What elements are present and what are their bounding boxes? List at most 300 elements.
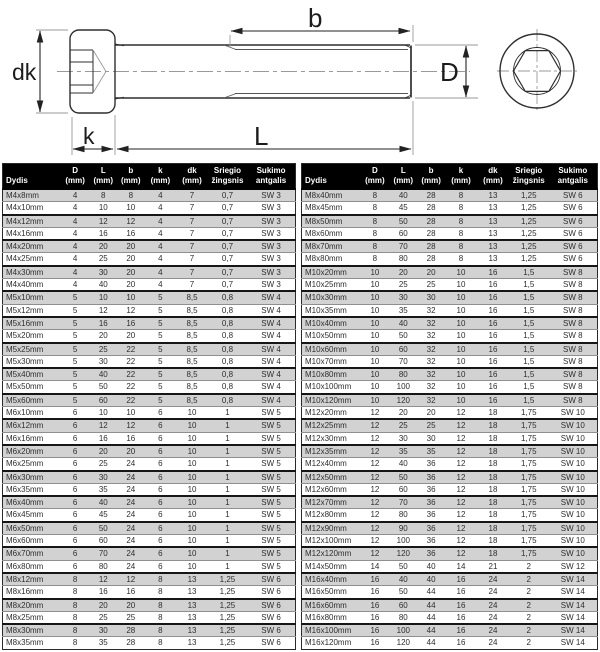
value-cell: 8 [445,202,477,215]
value-cell: 8 [145,599,177,612]
size-cell: M6x10mm [3,407,61,420]
value-cell: SW 10 [549,458,598,471]
value-cell: 0,8 [208,381,247,394]
value-cell: 4 [145,240,177,253]
value-cell: 6 [145,471,177,484]
size-cell: M10x20mm [302,266,361,279]
value-cell: 20 [117,599,145,612]
value-cell: 0,8 [208,394,247,407]
value-cell: 70 [90,547,118,560]
value-cell: 5 [61,394,90,407]
value-cell: 12 [117,304,145,317]
value-cell: 25 [389,279,417,292]
value-cell: 6 [145,547,177,560]
value-cell: 4 [61,279,90,292]
value-cell: 1,25 [509,227,549,240]
value-cell: 10 [176,535,208,548]
size-cell: M16x60mm [302,599,361,612]
table-row [3,253,296,266]
value-cell: 5 [145,304,177,317]
value-cell: SW 5 [247,445,295,458]
value-cell: 30 [389,291,417,304]
table-row [3,304,296,317]
value-cell: 35 [417,445,445,458]
value-cell: 60 [90,394,118,407]
value-cell: 40 [417,560,445,573]
value-cell: 12 [360,547,389,560]
value-cell: 80 [389,509,417,522]
value-cell: 1 [208,496,247,509]
value-cell: 6 [145,445,177,458]
value-cell: SW 6 [549,240,598,253]
table-row [302,291,598,304]
value-cell: SW 6 [549,202,598,215]
value-cell: 8 [61,599,90,612]
table-row [302,215,598,228]
size-cell: M5x20mm [3,330,61,343]
value-cell: 14 [445,560,477,573]
table-row [3,343,296,356]
value-cell: 1,75 [509,458,549,471]
value-cell: 12 [117,215,145,228]
value-cell: 40 [389,458,417,471]
value-cell: 6 [61,407,90,420]
value-cell: 13 [176,624,208,637]
value-cell: 16 [90,432,118,445]
value-cell: 28 [417,240,445,253]
size-cell: M10x100mm [302,381,361,394]
value-cell: 5 [145,291,177,304]
value-cell: 36 [417,483,445,496]
value-cell: 18 [477,509,509,522]
value-cell: 4 [145,202,177,215]
value-cell: 8 [360,189,389,202]
value-cell: 10 [176,471,208,484]
value-cell: 13 [477,240,509,253]
value-cell: SW 3 [247,202,295,215]
value-cell: 6 [61,547,90,560]
size-cell: M6x16mm [3,432,61,445]
value-cell: 1 [208,445,247,458]
value-cell: 1,25 [509,202,549,215]
value-cell: 1,5 [509,381,549,394]
size-cell: M8x50mm [302,215,361,228]
value-cell: 10 [360,330,389,343]
value-cell: 22 [117,394,145,407]
value-cell: 2 [509,599,549,612]
size-cell: M4x8mm [3,189,61,202]
value-cell: SW 8 [549,368,598,381]
value-cell: 2 [509,624,549,637]
value-cell: 4 [145,189,177,202]
value-cell: 8 [61,573,90,586]
column-header-size: Dydis [302,164,361,190]
value-cell: 16 [445,599,477,612]
value-cell: 22 [117,343,145,356]
value-cell: SW 4 [247,381,295,394]
value-cell: 24 [117,560,145,573]
value-cell: SW 14 [549,573,598,586]
value-cell: 20 [117,240,145,253]
value-cell: 5 [61,330,90,343]
value-cell: 24 [117,483,145,496]
value-cell: 22 [117,355,145,368]
value-cell: 1,75 [509,432,549,445]
value-cell: 10 [445,394,477,407]
table-row [3,483,296,496]
table-row [3,394,296,407]
value-cell: 13 [477,189,509,202]
table-row [3,227,296,240]
value-cell: 10 [176,547,208,560]
value-cell: 32 [417,368,445,381]
value-cell: SW 10 [549,445,598,458]
value-cell: 8 [145,573,177,586]
value-cell: 45 [389,202,417,215]
value-cell: SW 14 [549,599,598,612]
value-cell: 1 [208,547,247,560]
value-cell: 1,5 [509,368,549,381]
value-cell: 8 [360,227,389,240]
size-cell: M6x40mm [3,496,61,509]
value-cell: 16 [477,266,509,279]
table-row [302,368,598,381]
value-cell: 4 [61,227,90,240]
column-header: Sriegio žingsnis [509,164,549,190]
size-cell: M16x40mm [302,573,361,586]
value-cell: 8 [445,240,477,253]
value-cell: 10 [176,522,208,535]
table-row [302,343,598,356]
table-row [3,202,296,215]
value-cell: 12 [360,471,389,484]
value-cell: 30 [90,266,118,279]
value-cell: 13 [477,253,509,266]
value-cell: SW 10 [549,407,598,420]
size-cell: M4x16mm [3,227,61,240]
value-cell: SW 4 [247,343,295,356]
value-cell: 28 [417,227,445,240]
column-header-size: Dydis [3,164,61,190]
size-cell: M8x70mm [302,240,361,253]
value-cell: 6 [61,560,90,573]
value-cell: 5 [145,368,177,381]
table-row [302,586,598,599]
table-row [302,535,598,548]
value-cell: 12 [445,496,477,509]
value-cell: 2 [509,573,549,586]
size-cell: M5x30mm [3,355,61,368]
table-row [302,266,598,279]
value-cell: 40 [389,317,417,330]
value-cell: 10 [445,279,477,292]
value-cell: 20 [117,330,145,343]
size-cell: M4x30mm [3,266,61,279]
value-cell: SW 12 [549,560,598,573]
value-cell: 50 [389,586,417,599]
value-cell: 70 [389,355,417,368]
value-cell: 36 [417,509,445,522]
value-cell: 25 [90,458,118,471]
label-dk: dk [12,59,37,85]
value-cell: 8,5 [176,394,208,407]
table-row [302,202,598,215]
value-cell: 28 [417,202,445,215]
value-cell: 18 [477,419,509,432]
value-cell: 44 [417,611,445,624]
value-cell: 10 [176,509,208,522]
value-cell: 18 [477,522,509,535]
spec-table-right [301,163,598,650]
value-cell: 20 [389,266,417,279]
value-cell: 20 [90,240,118,253]
value-cell: 8 [61,586,90,599]
screw-technical-drawing [0,0,600,163]
value-cell: SW 4 [247,291,295,304]
size-cell: M5x16mm [3,317,61,330]
size-cell: M4x40mm [3,279,61,292]
table-row [302,304,598,317]
table-row [302,407,598,420]
table-row [302,330,598,343]
size-cell: M6x25mm [3,458,61,471]
value-cell: 24 [117,496,145,509]
value-cell: 10 [360,304,389,317]
value-cell: 18 [477,535,509,548]
size-cell: M6x20mm [3,445,61,458]
value-cell: 6 [61,471,90,484]
value-cell: 4 [61,202,90,215]
header-row [3,164,296,190]
value-cell: 5 [61,343,90,356]
value-cell: SW 8 [549,343,598,356]
value-cell: 12 [360,432,389,445]
size-cell: M5x25mm [3,343,61,356]
value-cell: 25 [90,611,118,624]
value-cell: 8,5 [176,304,208,317]
size-cell: M12x30mm [302,432,361,445]
value-cell: 30 [389,432,417,445]
size-cell: M6x80mm [3,560,61,573]
value-cell: 12 [360,535,389,548]
value-cell: 50 [389,215,417,228]
value-cell: 12 [90,419,118,432]
size-cell: M10x40mm [302,317,361,330]
value-cell: 10 [117,291,145,304]
value-cell: 10 [360,368,389,381]
value-cell: 70 [389,496,417,509]
value-cell: 16 [477,330,509,343]
size-cell: M8x25mm [3,611,61,624]
value-cell: 24 [117,458,145,471]
size-cell: M12x70mm [302,496,361,509]
value-cell: 8 [61,611,90,624]
value-cell: SW 4 [247,304,295,317]
value-cell: SW 8 [549,394,598,407]
value-cell: 4 [61,240,90,253]
value-cell: 5 [61,368,90,381]
value-cell: 16 [477,381,509,394]
value-cell: 5 [145,381,177,394]
value-cell: 16 [445,624,477,637]
table-row [302,227,598,240]
table-row [3,624,296,637]
value-cell: 25 [90,343,118,356]
value-cell: 6 [145,483,177,496]
value-cell: 18 [477,471,509,484]
value-cell: 12 [360,419,389,432]
value-cell: 10 [176,483,208,496]
value-cell: 16 [360,573,389,586]
table-row [302,445,598,458]
value-cell: 12 [117,419,145,432]
value-cell: SW 6 [549,253,598,266]
value-cell: 1,25 [208,599,247,612]
value-cell: 18 [477,445,509,458]
value-cell: 50 [389,471,417,484]
value-cell: SW 8 [549,291,598,304]
value-cell: 36 [417,522,445,535]
size-cell: M6x45mm [3,509,61,522]
value-cell: 10 [176,445,208,458]
value-cell: 10 [445,381,477,394]
value-cell: SW 8 [549,381,598,394]
value-cell: 13 [477,227,509,240]
size-cell: M8x45mm [302,202,361,215]
size-cell: M8x30mm [3,624,61,637]
value-cell: 120 [389,547,417,560]
value-cell: 6 [145,535,177,548]
value-cell: 4 [145,279,177,292]
value-cell: SW 14 [549,611,598,624]
value-cell: 4 [61,253,90,266]
value-cell: SW 10 [549,522,598,535]
value-cell: 20 [417,266,445,279]
value-cell: 16 [117,317,145,330]
value-cell: 1 [208,535,247,548]
table-row [3,291,296,304]
table-row [302,573,598,586]
value-cell: 10 [176,496,208,509]
table-row [3,458,296,471]
value-cell: 10 [176,419,208,432]
value-cell: 5 [145,343,177,356]
value-cell: SW 3 [247,240,295,253]
size-cell: M5x10mm [3,291,61,304]
value-cell: 1,5 [509,317,549,330]
value-cell: 40 [417,573,445,586]
value-cell: SW 14 [560,638,585,648]
table-row [3,381,296,394]
size-cell: M8x20mm [3,599,61,612]
value-cell: 12 [445,483,477,496]
value-cell: 8 [445,189,477,202]
value-cell: 6 [145,509,177,522]
table-row [302,624,598,637]
column-header: k (mm) [145,164,177,190]
size-cell: M16x50mm [302,586,361,599]
table-row [3,573,296,586]
value-cell: 13 [477,202,509,215]
value-cell: 30 [417,432,445,445]
value-cell: SW 5 [247,522,295,535]
value-cell: 12 [360,483,389,496]
value-cell: 1 [208,419,247,432]
value-cell: SW 6 [549,189,598,202]
table-row [3,432,296,445]
value-cell: 1 [208,407,247,420]
table-row [302,560,598,573]
value-cell: 22 [117,381,145,394]
value-cell: 10 [360,381,389,394]
value-cell: 0,8 [208,304,247,317]
table-row [302,599,598,612]
value-cell: 10 [445,368,477,381]
table-row [3,599,296,612]
value-cell: SW 3 [247,253,295,266]
value-cell: SW 5 [247,535,295,548]
value-cell: 16 [90,227,118,240]
value-cell: 18 [477,483,509,496]
value-cell: 8 [445,253,477,266]
value-cell: 0,7 [208,253,247,266]
value-cell: 7 [176,189,208,202]
value-cell: 1,75 [509,471,549,484]
value-cell: 32 [417,343,445,356]
value-cell: 32 [417,304,445,317]
value-cell: 120 [389,394,417,407]
value-cell: SW 10 [549,419,598,432]
value-cell: 8,5 [176,343,208,356]
table-row [302,279,598,292]
size-cell: M12x20mm [302,407,361,420]
size-cell: M10x50mm [302,330,361,343]
value-cell: 10 [176,560,208,573]
size-cell: M12x100mm [302,535,361,548]
table-row [3,522,296,535]
size-cell: M12x35mm [302,445,361,458]
value-cell: 16 [477,304,509,317]
value-cell: 12 [90,573,118,586]
value-cell: SW 10 [549,496,598,509]
size-cell: M6x30mm [3,471,61,484]
value-cell: SW 8 [549,304,598,317]
value-cell: 4 [61,215,90,228]
value-cell: 6 [145,432,177,445]
value-cell: 20 [117,279,145,292]
value-cell: 1,25 [509,240,549,253]
value-cell: 12 [445,522,477,535]
value-cell: 6 [61,509,90,522]
value-cell: 10 [360,394,389,407]
table-row [3,317,296,330]
value-cell: 10 [360,343,389,356]
value-cell: 1,5 [509,279,549,292]
value-cell: 12 [445,445,477,458]
table-row [302,419,598,432]
value-cell: 8 [360,240,389,253]
value-cell: 20 [117,266,145,279]
value-cell: 16 [477,355,509,368]
value-cell: 0,8 [208,291,247,304]
value-cell: 32 [417,355,445,368]
value-cell: 5 [61,381,90,394]
value-cell: 1,5 [509,355,549,368]
value-cell: 12 [360,458,389,471]
value-cell: 1,75 [509,419,549,432]
value-cell: 13 [176,586,208,599]
value-cell: 16 [477,279,509,292]
